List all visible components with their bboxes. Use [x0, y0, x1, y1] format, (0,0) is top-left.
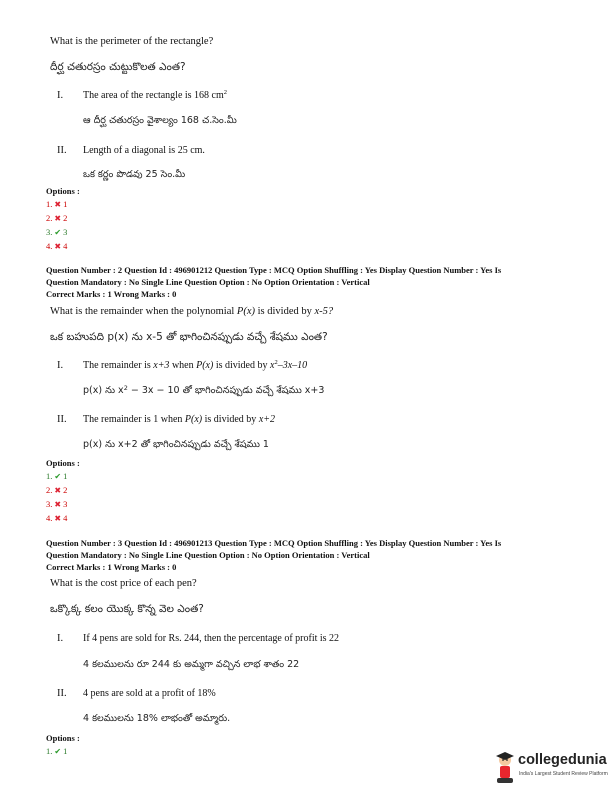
- q1-options-label: Options :: [46, 186, 80, 196]
- q1-statement-2-te: ఒక కర్ణం పొడవు 25 సెం.మీ: [83, 169, 186, 180]
- q1-question-te: దీర్ఘ చతురస్రం చుట్టుకొలత ఎంత?: [50, 61, 186, 73]
- q1-statement-1-te: ఆ దీర్ఘ చతురస్రం వైశాల్యం 168 చ.సెం.మీ: [83, 115, 237, 126]
- q3-statement-2-te: 4 కలములను 18% లాభంతో అమ్మారు.: [83, 713, 231, 724]
- q2-statement-2-en: The remainder is 1 when P(x) is divided by x+2: [83, 414, 275, 425]
- logo-tagline: India's Largest Student Review Platform: [519, 771, 608, 777]
- cross-icon: ✖: [54, 200, 62, 209]
- logo-wordmark: collegedunia: [518, 752, 607, 768]
- q2-option-2: 2. ✖ 2: [46, 485, 68, 495]
- q1-option-1: 1. ✖ 1: [46, 199, 68, 209]
- cross-icon: ✖: [54, 242, 62, 251]
- q3-options-label: Options :: [46, 733, 80, 743]
- q3-statement-2-number: II.: [57, 688, 67, 699]
- q2-question-te: ఒక బహుపది p(x) ను x-5 తో భాగించినప్పుడు వచ్చే శేషము ఎంత?: [50, 331, 328, 343]
- q2-statement-1-te: p(x) ను $x^2 - 3x - 10$ తో భాగించినప్పుడు వచ్చే శేషము x+3: [83, 384, 325, 396]
- q2-statement-2-te: p(x) ను x+2 తో భాగించినప్పుడు వచ్చే శేషము 1: [83, 439, 269, 450]
- cross-icon: ✖: [54, 514, 62, 523]
- graduate-mascot-icon: [492, 750, 520, 786]
- q2-statement-1-number: I.: [57, 360, 64, 371]
- q3-question-en: What is the cost price of each pen?: [50, 578, 197, 589]
- q1-option-2: 2. ✖ 2: [46, 213, 68, 223]
- collegedunia-logo: [492, 748, 608, 788]
- q3-meta-line-2: Question Mandatory : No Single Line Question Option : No Option Orientation : Vertical: [46, 550, 370, 560]
- q2-statement-1-en: The remainder is x+3 when P(x) is divided by $x^2-3x-10$: [83, 359, 308, 371]
- check-icon: ✔: [54, 747, 62, 756]
- q1-statement-1-en: The area of the rectangle is 168 $cm^2$: [83, 89, 228, 101]
- q2-question-en: What is the remainder when the polynomial P(x) is divided by x-5?: [50, 306, 334, 317]
- q3-meta-line-3: Correct Marks : 1 Wrong Marks : 0: [46, 562, 177, 572]
- q2-option-3: 3. ✖ 3: [46, 499, 68, 509]
- q2-meta-line-3: Correct Marks : 1 Wrong Marks : 0: [46, 289, 177, 299]
- q1-option-3: 3. ✔ 3: [46, 227, 68, 237]
- q2-meta-line-1: Question Number : 2 Question Id : 496901212 Question Type : MCQ Option Shuffling : Yes Display Question Number : Yes Is: [46, 265, 502, 275]
- q3-statement-1-number: I.: [57, 633, 64, 644]
- q3-statement-2-en: 4 pens are sold at a profit of 18%: [83, 688, 216, 699]
- cross-icon: ✖: [54, 214, 62, 223]
- q2-meta-line-2: Question Mandatory : No Single Line Question Option : No Option Orientation : Vertical: [46, 277, 370, 287]
- q1-option-4: 4. ✖ 4: [46, 241, 68, 251]
- q3-option-1: 1. ✔ 1: [46, 746, 68, 756]
- check-icon: ✔: [54, 228, 62, 237]
- q3-meta-line-1: Question Number : 3 Question Id : 496901213 Question Type : MCQ Option Shuffling : Yes Display Question Number : Yes Is: [46, 538, 502, 548]
- q2-statement-2-number: II.: [57, 414, 67, 425]
- check-icon: ✔: [54, 472, 62, 481]
- q1-statement-2-number: II.: [57, 145, 67, 156]
- q2-options-label: Options :: [46, 458, 80, 468]
- q1-statement-1-number: I.: [57, 90, 64, 101]
- cross-icon: ✖: [54, 500, 62, 509]
- cross-icon: ✖: [54, 486, 62, 495]
- q3-statement-1-te: 4 కలములను రూ 244 కు అమ్మగా వచ్చిన లాభ శాతం 22: [83, 659, 300, 670]
- q3-statement-1-en: If 4 pens are sold for Rs. 244, then the percentage of profit is 22: [83, 633, 340, 644]
- q1-statement-2-en: Length of a diagonal is 25 cm.: [83, 145, 205, 156]
- q2-option-4: 4. ✖ 4: [46, 513, 68, 523]
- q3-question-te: ఒక్కొక్క కలం యొక్క కొన్న వెల ఎంత?: [50, 603, 204, 615]
- q2-option-1: 1. ✔ 1: [46, 471, 68, 481]
- q1-question-en: What is the perimeter of the rectangle?: [50, 36, 214, 47]
